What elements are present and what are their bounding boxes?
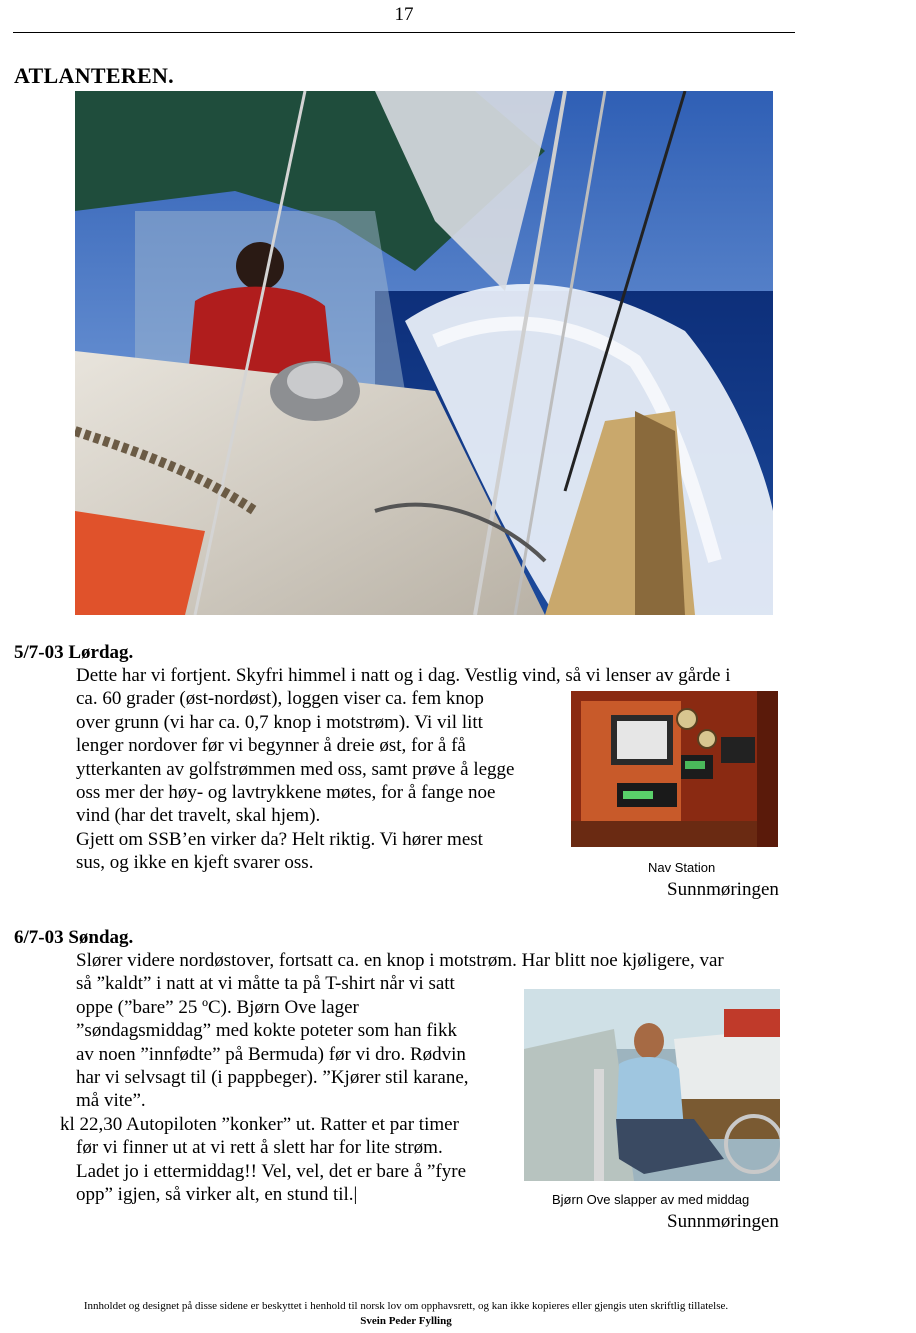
text-line: ytterkanten av golfstrømmen med oss, samt prøve å legge [76,758,515,780]
text-line: opp” igjen, så virker alt, en stund til.| [76,1184,358,1206]
photo-bjorn-ove-dinner [524,989,780,1181]
text-line: oss mer der høy- og lavtrykkene møtes, for å fange noe [76,782,496,804]
text-line: Ladet jo i ettermiddag!! Vel, vel, det er bare å ”fyre [76,1160,467,1182]
copyright-notice: Innholdet og designet på disse sidene er beskyttet i henhold til norsk lov om opphavsrett, og kan ikke kopieres eller gjengis uten skriftlig tillatelse. [83,1300,729,1312]
text-line: oppe (”bare” 25 ºC). Bjørn Ove lager [76,996,359,1018]
entry-heading: 6/7-03 Søndag. [14,927,134,948]
text-line: av noen ”innfødte” på Bermuda) før vi dro. Rødvin [76,1043,466,1065]
main-photo-sailing [75,91,773,615]
text-line: har vi selvsagt til (i pappbeger). ”Kjører stil karane, [76,1067,469,1089]
photo-caption: Nav Station [648,860,716,875]
text-line: ”søndagsmiddag” med kokte poteter som han fikk [76,1020,457,1042]
text-line: Gjett om SSB’en virker da? Helt riktig. Vi hører mest [76,828,483,850]
photo-nav-station [571,691,778,847]
text-line: sus, og ikke en kjeft svarer oss. [76,852,314,874]
entry-heading: 5/7-03 Lørdag. [14,642,134,663]
text-line: ca. 60 grader (øst-nordøst), loggen viser ca. fem knop [76,688,484,710]
text-line: vind (har det travelt, skal hjem). [76,805,321,827]
header-rule [13,32,795,33]
text-line: Dette har vi fortjent. Skyfri himmel i natt og i dag. Vestlig vind, så vi lenser av gårde i [76,665,731,686]
page-number: 17 [394,4,414,25]
page-title: ATLANTEREN. [14,63,174,88]
author-name: Svein Peder Fylling [360,1315,452,1327]
text-line: må vite”. [76,1090,146,1112]
text-line: over grunn (vi har ca. 0,7 knop i motstrøm). Vi vil litt [76,711,483,733]
photo-credit: Sunnmøringen [667,1211,779,1232]
photo-credit: Sunnmøringen [667,879,779,900]
text-line: før vi finner ut at vi rett å slett har for lite strøm. [76,1137,443,1159]
text-line: lenger nordover før vi begynner å dreie øst, for å få [76,735,466,757]
text-line: så ”kaldt” i natt at vi måtte ta på T-shirt når vi satt [76,973,455,995]
text-line: kl 22,30 Autopiloten ”konker” ut. Ratter et par timer [60,1113,459,1135]
photo-caption: Bjørn Ove slapper av med middag [552,1192,750,1207]
text-line: Slører videre nordøstover, fortsatt ca. en knop i motstrøm. Har blitt noe kjøligere, var [76,950,724,971]
